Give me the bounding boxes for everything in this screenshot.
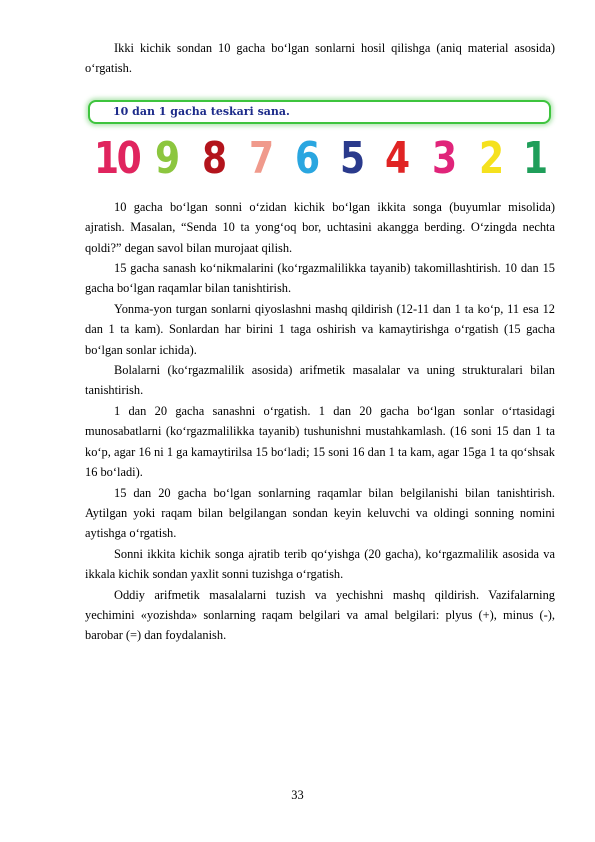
paragraph-2: 15 gacha sanash ko‘nikmalarini (ko‘rgazmalilikka tayanib) takomillashtirish. 10 dan 15 gacha bo‘lgan raqamlar bilan tanishtirish. <box>85 261 555 296</box>
digit-2: 2 <box>479 132 502 184</box>
digit-7: 7 <box>249 132 272 184</box>
digit-5: 5 <box>340 132 363 184</box>
digit-9: 9 <box>155 132 178 184</box>
digit-6: 6 <box>295 132 318 184</box>
paragraph-8: Oddiy arifmetik masalalarni tuzish va yechishni mashq qildirish. Vazifalarning yechimini «yozishda» sonlarning raqam belgilari va amal belgilari: plyus (+), minus (-), barobar (=) dan foydalanish. <box>85 587 555 643</box>
paragraph-6: 15 dan 20 gacha bo‘lgan sonlarning raqamlar bilan belgilanishi bilan tanishtirish. Aytilgan yoki raqam bilan belgilangan sondan keyin keluvchi va oldingi sonning nomini aytishga o‘rgatish. <box>85 485 555 541</box>
paragraph-1: 10 gacha bo‘lgan sonni o‘zidan kichik bo‘lgan ikkita songa (buyumlar misolida) ajratish. Masalan, “Senda 10 ta yong‘oq bor, uchtasini akangga berding. O‘zingda nechta qoldi?” degan savol bilan murojaat qilish. <box>85 199 555 255</box>
page-number: 33 <box>291 788 304 802</box>
page-content <box>85 38 555 646</box>
digit-4: 4 <box>385 132 408 184</box>
banner-title-bar <box>88 100 551 124</box>
digit-1: 1 <box>523 132 546 184</box>
banner-title: 10 dan 1 gacha teskari sana. <box>113 104 290 118</box>
digit-3: 3 <box>432 132 455 184</box>
paragraph-4: Bolalarni (ko‘rgazmalilik asosida) arifmetik masalalar va uning strukturalari bilan tanishtirish. <box>85 363 555 398</box>
paragraph-3: Yonma-yon turgan sonlarni qiyoslashni mashq qildirish (12-11 dan 1 ta ko‘p, 11 esa 12 dan 1 ta kam). Sonlardan har birini 1 taga oshirish va kamaytirishga o‘rgatish (15 gacha bo‘lgan sonlar ichida). <box>85 301 555 357</box>
intro-paragraph: Ikki kichik sondan 10 gacha bo‘lgan sonlarni hosil qilishga (aniq material asosida) o‘rgatish. <box>85 41 555 76</box>
countdown-digits <box>85 131 555 191</box>
paragraph-5: 1 dan 20 gacha sanashni o‘rgatish. 1 dan 20 gacha bo‘lgan sonlar o‘rtasidagi munosabatlarni (ko‘rgazmalilikka tayanib) tushunishni mustahkamlash. (16 soni 15 dan 1 ta ko‘p, agar 16 ni 1 ga kamaytirilsa 15 bo‘ladi; 15 soni 16 dan 1 ta kam, agar 15ga 1 ta qo‘shsak 16 bo‘ladi). <box>85 403 555 480</box>
digit-10: 10 <box>94 132 140 184</box>
countdown-banner <box>85 91 555 191</box>
digit-8: 8 <box>202 132 225 184</box>
paragraph-7: Sonni ikkita kichik songa ajratib terib qo‘yishga (20 gacha), ko‘rgazmalilik asosida va ikkala kichik sondan yaxlit sonni tuzishga o‘rgatish. <box>85 546 555 582</box>
